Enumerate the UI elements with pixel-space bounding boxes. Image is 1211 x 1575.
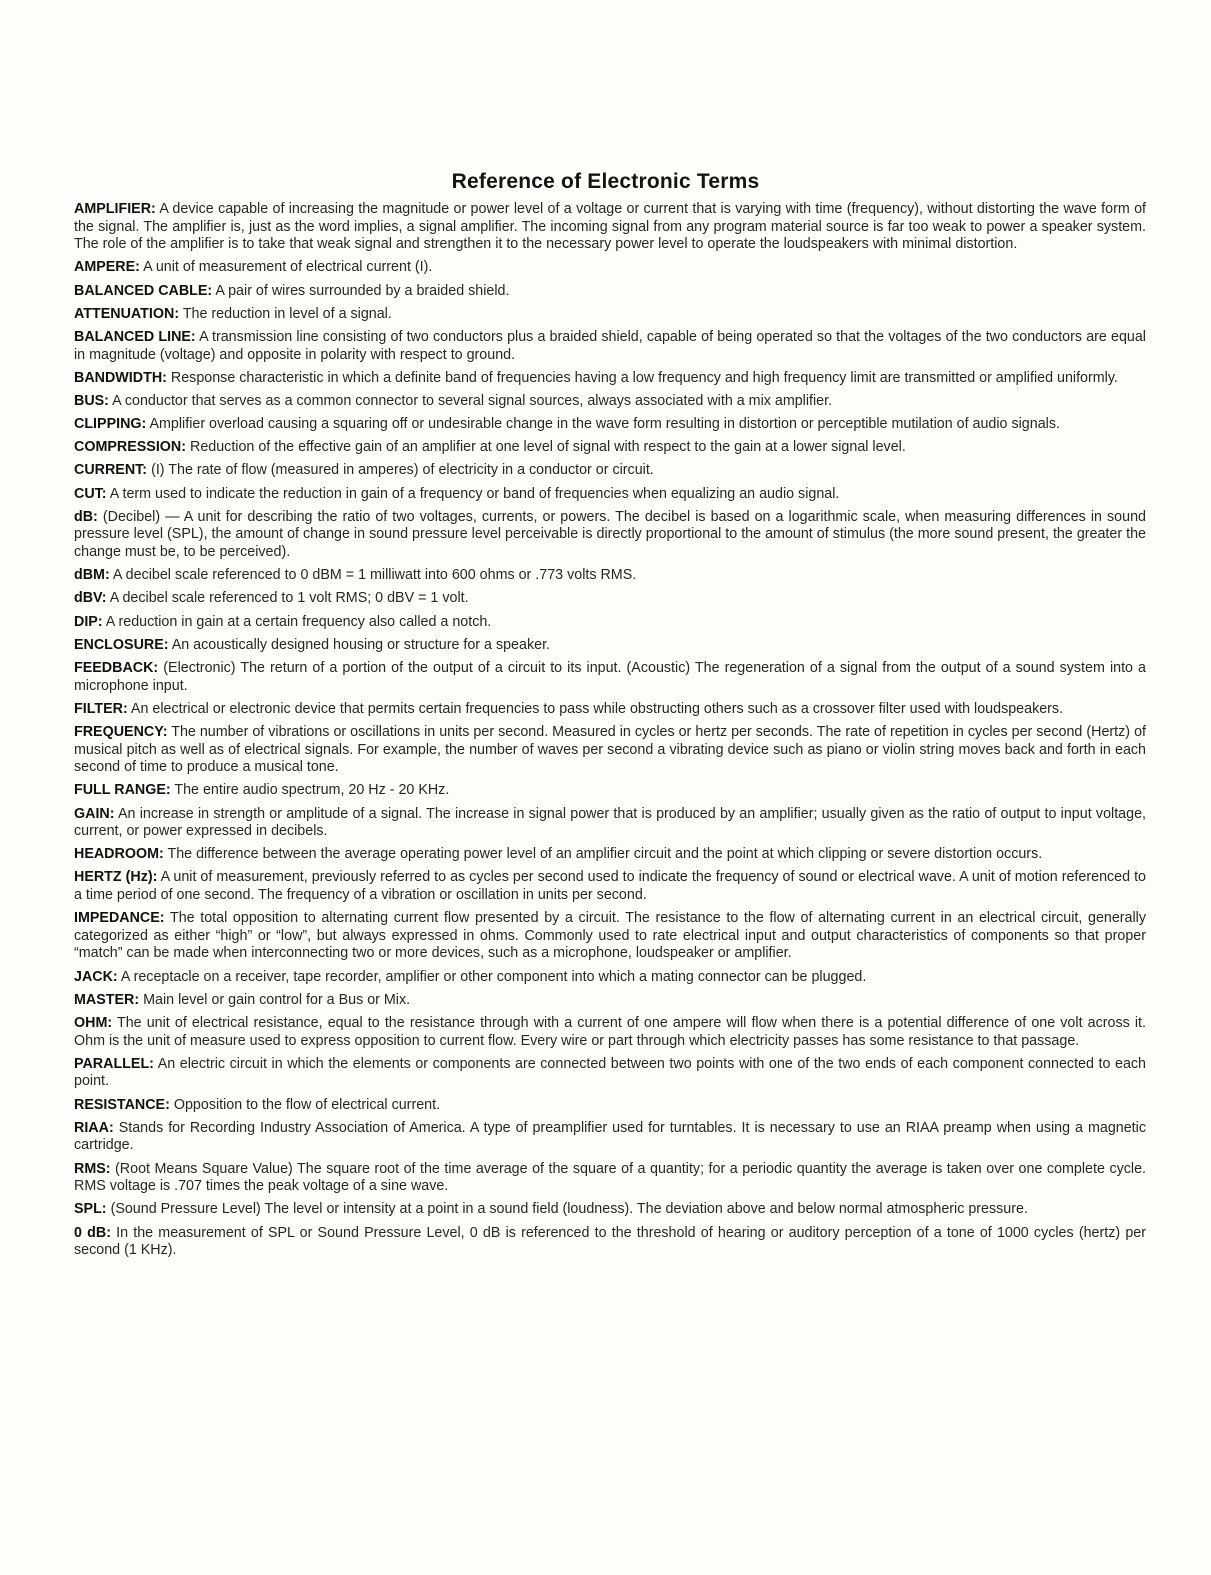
glossary-entry — [74, 1015, 1146, 1050]
term-definition: (Sound Pressure Level) The level or intensity at a point in a sound field (loudness). The deviation above and below normal atmospheric pressure. — [110, 1201, 1028, 1218]
glossary-entry — [74, 439, 1146, 457]
glossary-entry — [74, 846, 1146, 864]
term-definition: Main level or gain control for a Bus or Mix. — [143, 991, 411, 1008]
term-name: OHM: — [74, 1015, 113, 1031]
term-name: RMS: — [74, 1160, 111, 1177]
term-name: ENCLOSURE: — [74, 636, 169, 653]
term-name: JACK: — [74, 968, 118, 985]
term-definition: Stands for Recording Industry Association of America. A type of preamplifier used for turntables. It is necessary to use an RIAA preamp when using a magnetic cartridge. — [74, 1119, 1146, 1154]
glossary-entry — [74, 782, 1146, 800]
term-definition: A unit of measurement, previously referred to as cycles per second used to indicate the frequency of sound or electrical wave. A unit of motion referenced to a time period of one second. The frequency of a vibration or oscillation in units per second. — [74, 869, 1146, 904]
term-definition: In the measurement of SPL or Sound Pressure Level, 0 dB is referenced to the threshold of hearing or auditory perception of a tone of 1000 cycles (hertz) per second (1 KHz). — [74, 1224, 1146, 1259]
term-name: dBV: — [74, 590, 107, 607]
term-definition: A reduction in gain at a certain frequency also called a notch. — [105, 613, 492, 630]
term-name: ATTENUATION: — [74, 305, 180, 322]
term-definition: A conductor that serves as a common connector to several signal sources, always associated with a mix amplifier. — [112, 392, 833, 409]
glossary-entry — [74, 259, 1146, 277]
term-name: GAIN: — [74, 805, 115, 822]
glossary-entry — [74, 1097, 1146, 1115]
term-name: HERTZ (Hz): — [74, 869, 158, 886]
term-definition: An acoustically designed housing or structure for a speaker. — [171, 636, 551, 653]
term-definition: A receptacle on a receiver, tape recorder, amplifier or other component into which a mating connector can be plugged. — [120, 968, 867, 985]
glossary-entry — [74, 806, 1146, 841]
term-definition: The unit of electrical resistance, equal to the resistance through with a current of one ampere will flow when there is a potential difference of one volt across it. Ohm is the unit of measure used to express opposition to current flow. Every wire or part through which electricity passes has some resistance to that passage. — [74, 1015, 1146, 1049]
term-definition: A unit of measurement of electrical current (I). — [143, 259, 433, 276]
term-name: FULL RANGE: — [74, 782, 171, 799]
term-name: FREQUENCY: — [74, 723, 168, 740]
term-name: dBM: — [74, 567, 110, 584]
term-name: MASTER: — [74, 991, 140, 1008]
term-name: CLIPPING: — [74, 416, 147, 433]
term-definition: The difference between the average operating power level of an amplifier circuit and the point at which clipping or severe distortion occurs. — [167, 846, 1043, 863]
glossary-entry — [74, 910, 1146, 963]
glossary-entry — [74, 509, 1146, 562]
term-name: IMPEDANCE: — [74, 910, 165, 927]
glossary-entry — [74, 969, 1146, 987]
glossary-entry — [74, 416, 1146, 434]
term-definition: Response characteristic in which a definite band of frequencies having a low frequency and high frequency limit are transmitted or amplified uniformly. — [170, 369, 1118, 386]
term-name: CUT: — [74, 485, 107, 502]
glossary-entry — [74, 462, 1146, 480]
term-definition: The total opposition to alternating current flow presented by a circuit. The resistance to the flow of alternating current in an electrical circuit, generally categorized as either “high” or “low”, but always expressed in ohms. Commonly used to rate electrical input and output characteristics of components so that proper “match” can be made when interconnecting two or more devices, such as a microphone, loudspeaker or amplifier. — [74, 910, 1147, 962]
term-definition: An electric circuit in which the elements or components are connected between two points with one of the two ends of each component connected to each point. — [74, 1055, 1146, 1090]
glossary-entry — [74, 306, 1146, 324]
term-definition: The entire audio spectrum, 20 Hz - 20 KHz. — [174, 782, 450, 799]
term-name: BUS: — [74, 392, 109, 409]
page-title: Reference of Electronic Terms — [451, 170, 760, 193]
term-definition: A device capable of increasing the magnitude or power level of a voltage or current that is varying with time (frequency), without distorting the wave form of the signal. The amplifier is, just as the word implies, a signal amplifier. The incoming signal from any program material source is far too weak to power a speaker system. The role of the amplifier is to take that weak signal and strengthen it to the necessary power level to operate the loudspeakers with minimal distortion. — [74, 201, 1147, 253]
term-definition: Amplifier overload causing a squaring off or undesirable change in the wave form resulting in distortion or perceptible mutilation of audio signals. — [149, 416, 1060, 433]
term-name: COMPRESSION: — [74, 439, 187, 456]
term-definition: A pair of wires surrounded by a braided shield. — [215, 282, 510, 299]
glossary-entry — [74, 486, 1146, 504]
glossary-entry — [74, 614, 1146, 632]
glossary-entry — [74, 992, 1146, 1010]
term-definition: Opposition to the flow of electrical current. — [173, 1096, 441, 1113]
term-name: BALANCED LINE: — [74, 328, 196, 345]
glossary-entry — [74, 1225, 1146, 1260]
glossary-entry — [74, 283, 1146, 301]
glossary-entry — [74, 370, 1146, 388]
term-name: RIAA: — [74, 1119, 114, 1136]
term-name: SPL: — [74, 1201, 107, 1218]
glossary-entry — [74, 869, 1146, 904]
glossary-entry — [74, 660, 1146, 695]
glossary-entry — [74, 637, 1146, 655]
term-definition: A decibel scale referenced to 1 volt RMS; 0 dBV = 1 volt. — [109, 590, 469, 607]
glossary-entry — [74, 567, 1146, 585]
term-name: dB: — [74, 508, 98, 525]
glossary-entry — [74, 1056, 1146, 1091]
term-name: DIP: — [74, 613, 103, 630]
glossary-entry — [74, 1120, 1146, 1155]
term-name: HEADROOM: — [74, 846, 164, 863]
term-definition: The number of vibrations or oscillations in units per second. Measured in cycles or hertz per seconds. The rate of repetition in cycles per second (Hertz) of musical pitch as well as of electrical signals. For example, the number of waves per second a vibrating device such as piano or violin string moves back and forth in each second of time to produce a musical tone. — [74, 723, 1146, 776]
term-name: PARALLEL: — [74, 1055, 154, 1072]
term-definition: An increase in strength or amplitude of a signal. The increase in signal power that is produced by an amplifier; usually given as the ratio of output to input voltage, current, or power expressed in decibels. — [74, 805, 1146, 840]
term-name: 0 dB: — [74, 1224, 111, 1241]
term-definition: (I) The rate of flow (measured in amperes) of electricity in a conductor or circuit. — [151, 462, 654, 479]
term-definition: (Electronic) The return of a portion of the output of a circuit to its input. (Acoustic) The regeneration of a signal from the output of a sound system into a microphone input. — [74, 659, 1146, 694]
glossary-entry — [74, 201, 1146, 254]
term-name: FEEDBACK: — [74, 659, 159, 676]
term-definition: A term used to indicate the reduction in gain of a frequency or band of frequencies when equalizing an audio signal. — [109, 485, 840, 502]
term-name: BANDWIDTH: — [74, 369, 167, 386]
term-definition: A transmission line consisting of two conductors plus a braided shield, capable of being operated so that the voltages of the two conductors are equal in magnitude (voltage) and opposite in polarity with respect to ground. — [74, 328, 1146, 363]
term-name: FILTER: — [74, 700, 128, 717]
term-definition: A decibel scale referenced to 0 dBM = 1 milliwatt into 600 ohms or .773 volts RMS. — [112, 567, 637, 584]
term-name: CURRENT: — [74, 462, 148, 479]
term-definition: (Decibel) — A unit for describing the ratio of two voltages, currents, or powers. The decibel is based on a logarithmic scale, when measuring differences in sound pressure level (SPL), the amount of change in sound pressure level perceivable is directly proportional to the amount of stimulus (the more sound present, the greater the change must be, to be perceived). — [74, 508, 1146, 561]
glossary-entry — [74, 590, 1146, 608]
term-definition: An electrical or electronic device that permits certain frequencies to pass while obstructing others such as a crossover filter used with loudspeakers. — [130, 700, 1064, 717]
term-name: RESISTANCE: — [74, 1096, 170, 1113]
term-definition: Reduction of the effective gain of an amplifier at one level of signal with respect to the gain at a lower signal level. — [190, 439, 906, 456]
glossary-entry — [74, 329, 1146, 364]
glossary-entry — [74, 393, 1146, 411]
term-list — [74, 201, 1146, 1265]
glossary-entry — [74, 1161, 1146, 1196]
term-name: AMPLIFIER: — [74, 201, 156, 217]
term-name: AMPERE: — [74, 259, 140, 276]
glossary-entry — [74, 701, 1146, 719]
term-name: BALANCED CABLE: — [74, 282, 213, 299]
term-definition: (Root Means Square Value) The square root of the time average of the square of a quantity; for a periodic quantity the average is taken over one complete cycle. RMS voltage is .707 times the peak voltage of a sine wave. — [74, 1160, 1146, 1195]
term-definition: The reduction in level of a signal. — [182, 305, 392, 322]
glossary-entry — [74, 1201, 1146, 1219]
glossary-entry — [74, 724, 1146, 777]
